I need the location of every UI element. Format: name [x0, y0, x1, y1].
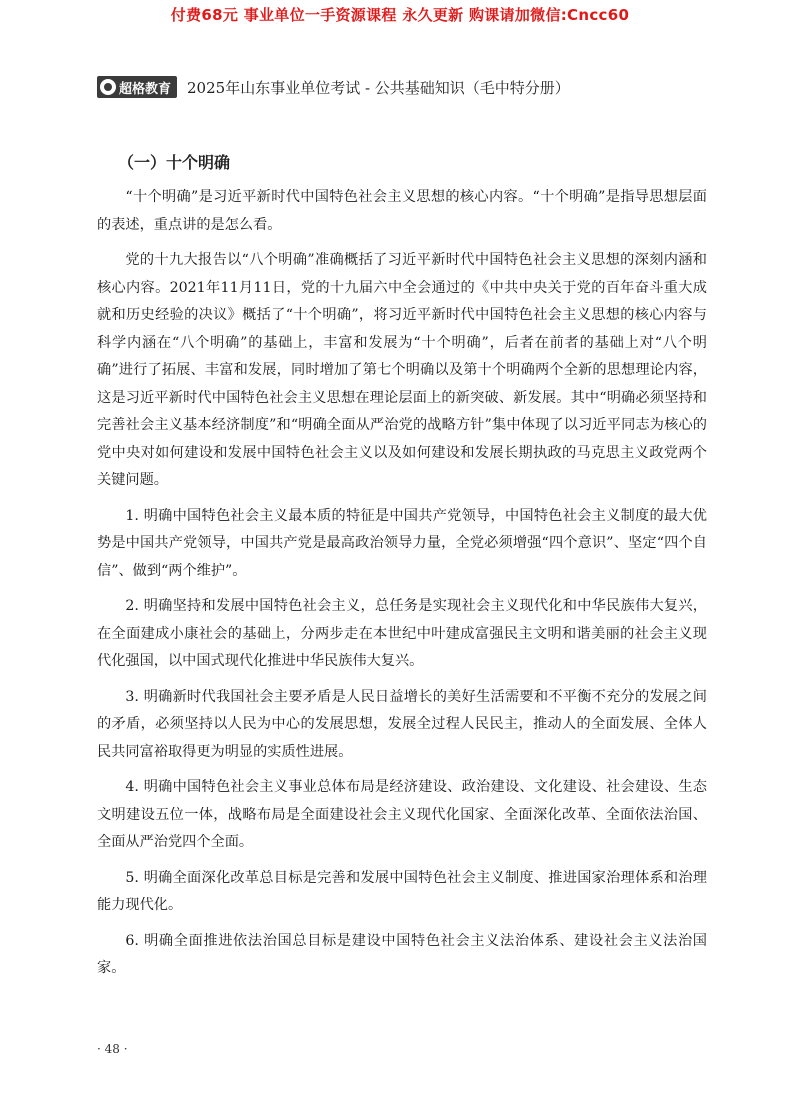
header-title: 2025年山东事业单位考试 - 公共基础知识（毛中特分册） — [187, 78, 570, 97]
paragraph: 3. 明确新时代我国社会主要矛盾是人民日益增长的美好生活需要和不平衡不充分的发展之间的矛盾，必须坚持以人民为中心的发展思想，发展全过程人民民主，推动人的全面发展、全体人民共同富裕取得更为明显的实质性进展。 — [97, 688, 707, 760]
paragraph: “十个明确”是习近平新时代中国特色社会主义思想的核心内容。“十个明确”是指导思想层面的表述，重点讲的是怎么看。 — [97, 189, 707, 233]
paragraph: 6. 明确全面推进依法治国总目标是建设中国特色社会主义法治体系、建设社会主义法治国家。 — [97, 932, 707, 976]
logo-text: 超格教育 — [119, 81, 172, 97]
paragraph: 4. 明确中国特色社会主义事业总体布局是经济建设、政治建设、文化建设、社会建设、生态文明建设五位一体，战略布局是全面建设社会主义现代化国家、全面深化改革、全面依法治国、全面从严治党四个全面。 — [97, 779, 707, 850]
paragraph: 1. 明确中国特色社会主义最本质的特征是中国共产党领导，中国特色社会主义制度的最大优势是中国共产党领导，中国共产党是最高政治领导力量，全党必须增强“四个意识”、坚定“四个自信”、做到“两个维护”。 — [97, 507, 707, 579]
page-header — [97, 76, 570, 98]
page-number: · 48 · — [97, 1042, 128, 1056]
promo-banner: 付费68元 事业单位一手资源课程 永久更新 购课请加微信:Cncc60 — [170, 6, 630, 24]
paragraph: 5. 明确全面深化改革总目标是完善和发展中国特色社会主义制度、推进国家治理体系和治理能力现代化。 — [97, 869, 707, 913]
paragraph: 党的十九大报告以“八个明确”准确概括了习近平新时代中国特色社会主义思想的深刻内涵和核心内容。2021年11月11日，党的十九届六中全会通过的《中共中央关于党的百年奋斗重大成就和历史经验的决议》概括了“十个明确”，将习近平新时代中国特色社会主义思想的核心内容与科学内涵在“八个明确”的基础上，丰富和发展为“十个明确”，后者在前者的基础上对“八个明确”进行了拓展、丰富和发展，同时增加了第七个明确以及第十个明确两个全新的思想理论内容，这是习近平新时代中国特色社会主义思想在理论层面上的新突破、新发展。其中“明确必须坚持和完善社会主义基本经济制度”和“明确全面从严治党的战略方针”集中体现了以习近平同志为核心的党中央对如何建设和发展中国特色社会主义以及如何建设和发展长期执政的马克思主义政党两个关键问题。 — [97, 252, 707, 488]
brand-logo — [97, 76, 177, 98]
logo-icon — [100, 79, 116, 95]
paragraph: 2. 明确坚持和发展中国特色社会主义，总任务是实现社会主义现代化和中华民族伟大复兴，在全面建成小康社会的基础上，分两步走在本世纪中叶建成富强民主文明和谐美丽的社会主义现代化强国，以中国式现代化推进中华民族伟大复兴。 — [97, 598, 707, 669]
section-title: （一）十个明确 — [118, 153, 231, 172]
body-text — [97, 184, 707, 991]
